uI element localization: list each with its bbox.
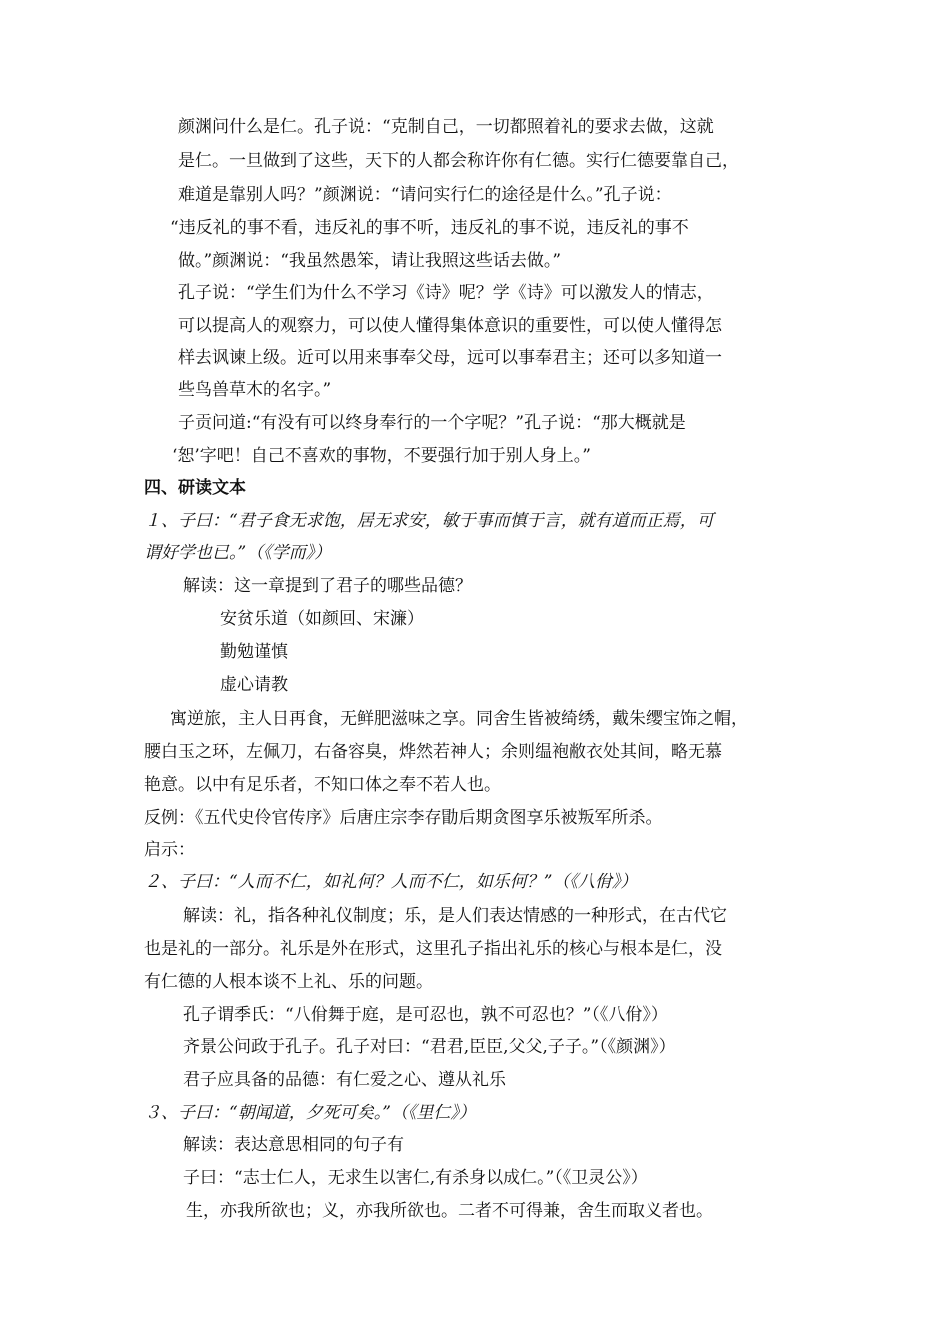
- text-line: 腰白玉之环，左佩刀，右备容臭，烨然若神人；余则缊袍敝衣处其间，略无慕: [144, 742, 722, 762]
- text-line: 反例：《五代史伶官传序》后唐庄宗李存勖后期贪图享乐被叛军所杀。: [144, 808, 663, 828]
- text-line: 解读：礼，指各种礼仪制度；乐，是人们表达情感的一种形式，在古代它: [183, 906, 727, 926]
- text-line: 生，亦我所欲也；义，亦我所欲也。二者不可得兼，舍生而取义者也。: [186, 1201, 713, 1221]
- text-line: 有仁德的人根本谈不上礼、乐的问题。: [144, 972, 433, 992]
- text-line: “违反礼的事不看，违反礼的事不听，违反礼的事不说，违反礼的事不: [170, 218, 689, 238]
- text-line: 启示：: [144, 840, 195, 860]
- text-line: 艳意。以中有足乐者，不知口体之奉不若人也。: [144, 775, 501, 795]
- text-line: 也是礼的一部分。礼乐是外在形式，这里孔子指出礼乐的核心与根本是仁，没: [144, 939, 722, 959]
- text-line: 君子应具备的品德：有仁爱之心、遵从礼乐: [183, 1070, 506, 1090]
- text-line: 齐景公问政于孔子。孔子对曰：“君君,臣臣,父父,子子。”（《颜渊》）: [183, 1037, 676, 1057]
- section-heading: 四、研读文本: [144, 478, 246, 498]
- text-line: 样去讽谏上级。近可以用来事奉父母，远可以事奉君主；还可以多知道一: [178, 348, 722, 368]
- text-line: 难道是靠别人吗？”颜渊说：“请问实行仁的途径是什么。”孔子说：: [178, 185, 672, 205]
- text-line: １、子曰：“君子食无求饱，居无求安，敏于事而慎于言，就有道而正焉，可: [144, 511, 714, 531]
- text-line: ３、子曰：“朝闻道，夕死可矣。”（《里仁》）: [144, 1103, 476, 1123]
- text-line: 虚心请教: [220, 675, 288, 695]
- text-line: 子贡问道:“有没有可以终身奉行的一个字呢？”孔子说：“那大概就是: [178, 413, 686, 433]
- text-line: 颜渊问什么是仁。孔子说：“克制自己，一切都照着礼的要求去做，这就: [178, 117, 714, 137]
- text-line: 解读：表达意思相同的句子有: [183, 1135, 404, 1155]
- text-line: 勤勉谨慎: [220, 642, 288, 662]
- text-line: 些鸟兽草木的名字。”: [178, 380, 332, 400]
- text-line: 孔子谓季氏：“八佾舞于庭，是可忍也，孰不可忍也？”（《八佾》）: [183, 1005, 668, 1025]
- text-line: 孔子说：“学生们为什么不学习《诗》呢？学《诗》可以激发人的情志，: [178, 283, 714, 303]
- text-line: 做。”颜渊说：“我虽然愚笨，请让我照这些话去做。”: [178, 251, 562, 271]
- text-line: 可以提高人的观察力，可以使人懂得集体意识的重要性，可以使人懂得怎: [178, 316, 722, 336]
- text-line: 谓好学也已。”（《学而》）: [144, 543, 332, 563]
- text-line: 是仁。一旦做到了这些，天下的人都会称许你有仁德。实行仁德要靠自己，: [178, 151, 739, 171]
- text-line: 寓逆旅，主人日再食，无鲜肥滋味之享。同舍生皆被绮绣，戴朱缨宝饰之帽，: [170, 709, 748, 729]
- text-line: ‘恕’字吧！自己不喜欢的事物，不要强行加于别人身上。”: [172, 446, 591, 466]
- text-line: 安贫乐道（如颜回、宋濂）: [220, 609, 424, 629]
- text-line: ２、子曰：“人而不仁，如礼何？人而不仁，如乐何？”（《八佾》）: [144, 872, 638, 892]
- text-line: 子曰：“志士仁人，无求生以害仁,有杀身以成仁。”（《卫灵公》）: [183, 1168, 648, 1188]
- text-line: 解读：这一章提到了君子的哪些品德？: [183, 576, 472, 596]
